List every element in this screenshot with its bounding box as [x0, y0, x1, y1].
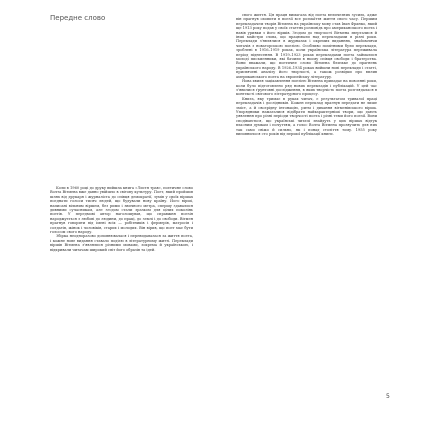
page-number: 5	[386, 393, 390, 400]
paragraph: Книга, яку тримає в руках читач, є результатом тривалої праці перекладачів і дослідників. Кожен переклад прагнув передати не лише зміст, а й своєрідну інтонацію, ритм і дихання вітменівського вірша. Упорядники намагалися відібрати найхарактерніші твори, що дають уявлення про різні періоди творчості поета і різні теми його поезії. Вони сподіваються, що українські читачі знайдуть у цих віршах відгук власним думкам і почуттям, а голос Волта Вітмена прозвучить для них так само свіжо й сильно, як і понад століття тому. 1955 року виповнилося сто років від першої публікації книги.	[236, 96, 377, 136]
paragraph: Нова хвиля зацікавлення поезією Вітмена припадає на повоєнні роки, коли було підготовлено ряд нових перекладів і публікацій. У цей час з'явилися ґрунтовні дослідження, в яких творчість поета розглядалася в контексті світового літературного процесу.	[236, 79, 377, 97]
paragraph: Збірка неодноразово доповнювалася і перевидавалася за життя поета, і кожне нове видання ставало подією в літературному житті. Переклади віршів Вітмена з'являлися різними мовами, зокрема й українською, і відкривали читачам широкий світ його образів та ідей.	[50, 234, 193, 252]
left-text-column	[50, 186, 193, 390]
right-text-column	[236, 13, 377, 394]
paragraph: Коли в 1960 році до друку вийшла книга «Листя трав», поетичне слово Волта Вітмена вже давно увійшло в світову культуру. Поет, який пройшов шлях від друкаря і журналіста до співця демократії, зумів у своїх віршах поєднати голоси тисяч людей, що будували нову країну. Його вірші, написані вільним віршем, без рими і звичного метра, спершу здавалися дивними сучасникам, але згодом стали зразком для цілих поколінь поетів. У передмові автор наголошував, що справжня поезія народжується з любові до людини, до праці, до землі і до свободи. Вітмен прагнув говорити від імені всіх — робітників і фермерів, матросів і солдатів, жінок і чоловіків, старих і молодих. Він вірив, що поет має бути голосом свого народу.	[50, 186, 193, 235]
section-heading: Передне слово	[50, 14, 106, 22]
paragraph: свого життя. Ця праця вимагала від поета величезних зусиль, адже він прагнув охопити в поезії все розмаїття життя свого часу. Першим перекладачем творів Вітмена на українську мову став Іван Франко, який ще 1913 року подав у своїх статтях розповідь про американського поета і навів уривки з його віршів. Згодом до творчості Вітмена зверталися й інші майстри слова, що працювали над перекладами в різні роки. Переклади з'являлися в журналах і окремих виданнях, знайомлячи читачів з новаторською поезією. Особливо помітними були переклади, зроблені в 1916–1919 роках, коли українська література переживала період піднесення. В 1919–1923 роках перекладами поета займалися молоді письменники, які бачили в ньому співця свободи і братерства. Вони вважали, що поетичне слово Вітмена близьке до прагнень українського народу. В 1926–1934 роках вийшли нові переклади і статті, присвячені аналізу його творчості, а також розвідки про вплив американського поета на європейську літературу.	[236, 13, 377, 79]
